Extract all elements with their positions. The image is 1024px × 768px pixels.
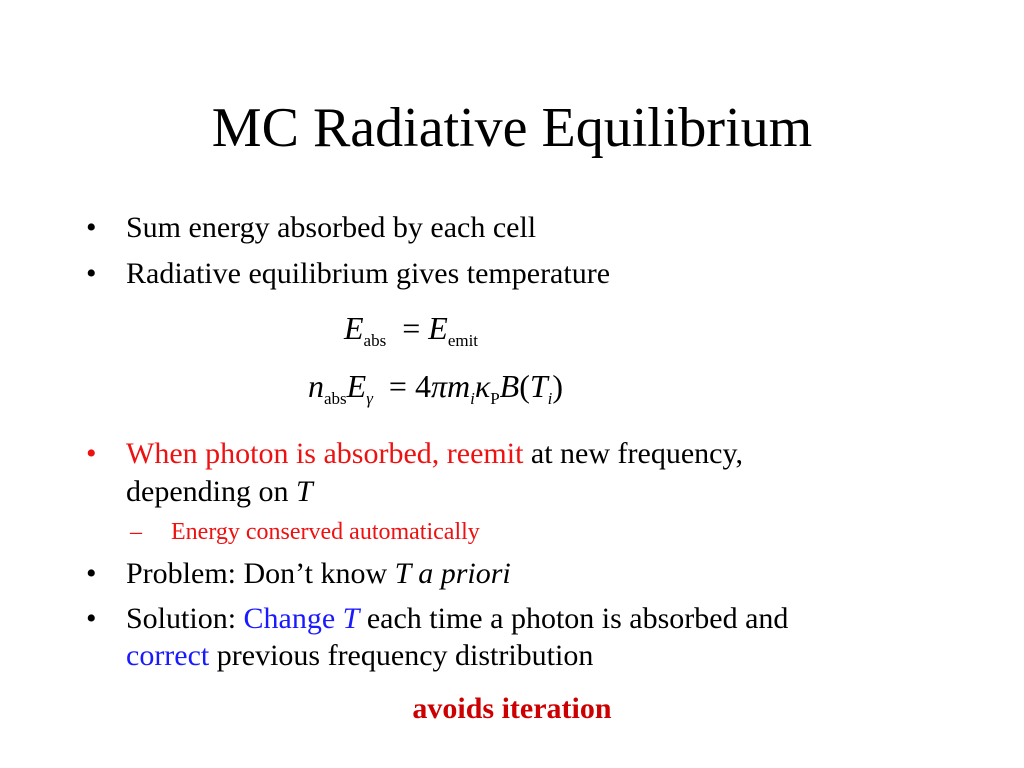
- bullet-marker: •: [86, 437, 97, 470]
- bullet-item-continuation: depending on T: [126, 475, 313, 508]
- bullet-item: Problem: Don’t know T a priori: [126, 557, 511, 590]
- highlight-text: correct: [126, 639, 210, 672]
- bullet-item: When photon is absorbed, reemit at new frequency,: [126, 437, 744, 470]
- bullet-item: Sum energy absorbed by each cell: [126, 211, 537, 244]
- subbullet-marker: –: [130, 519, 142, 545]
- bullet-marker: •: [86, 257, 97, 290]
- bullet-marker: •: [86, 211, 97, 244]
- page-title: MC Radiative Equilibrium: [211, 97, 813, 159]
- bullet-item: Solution: Change T each time a photon is absorbed and: [126, 602, 789, 635]
- bullet-item: Radiative equilibrium gives temperature: [126, 257, 611, 290]
- highlight-text: When photon is absorbed, reemit: [126, 437, 524, 470]
- equation-energy-balance: $E_{abs} = E_{emit}$: [344, 310, 479, 350]
- highlight-text: Change: [243, 602, 343, 635]
- bullet-marker: •: [86, 602, 97, 635]
- subbullet-item: Energy conserved automatically: [171, 519, 480, 545]
- equation-radiative-equilibrium: $n_{abs}E_\gamma = 4\pi m_i\kappa_PB(T_i)$: [308, 368, 564, 408]
- bullet-marker: •: [86, 557, 97, 590]
- emphasis-note: avoids iteration: [412, 692, 612, 725]
- bullet-item-continuation: correct previous frequency distribution: [126, 639, 594, 672]
